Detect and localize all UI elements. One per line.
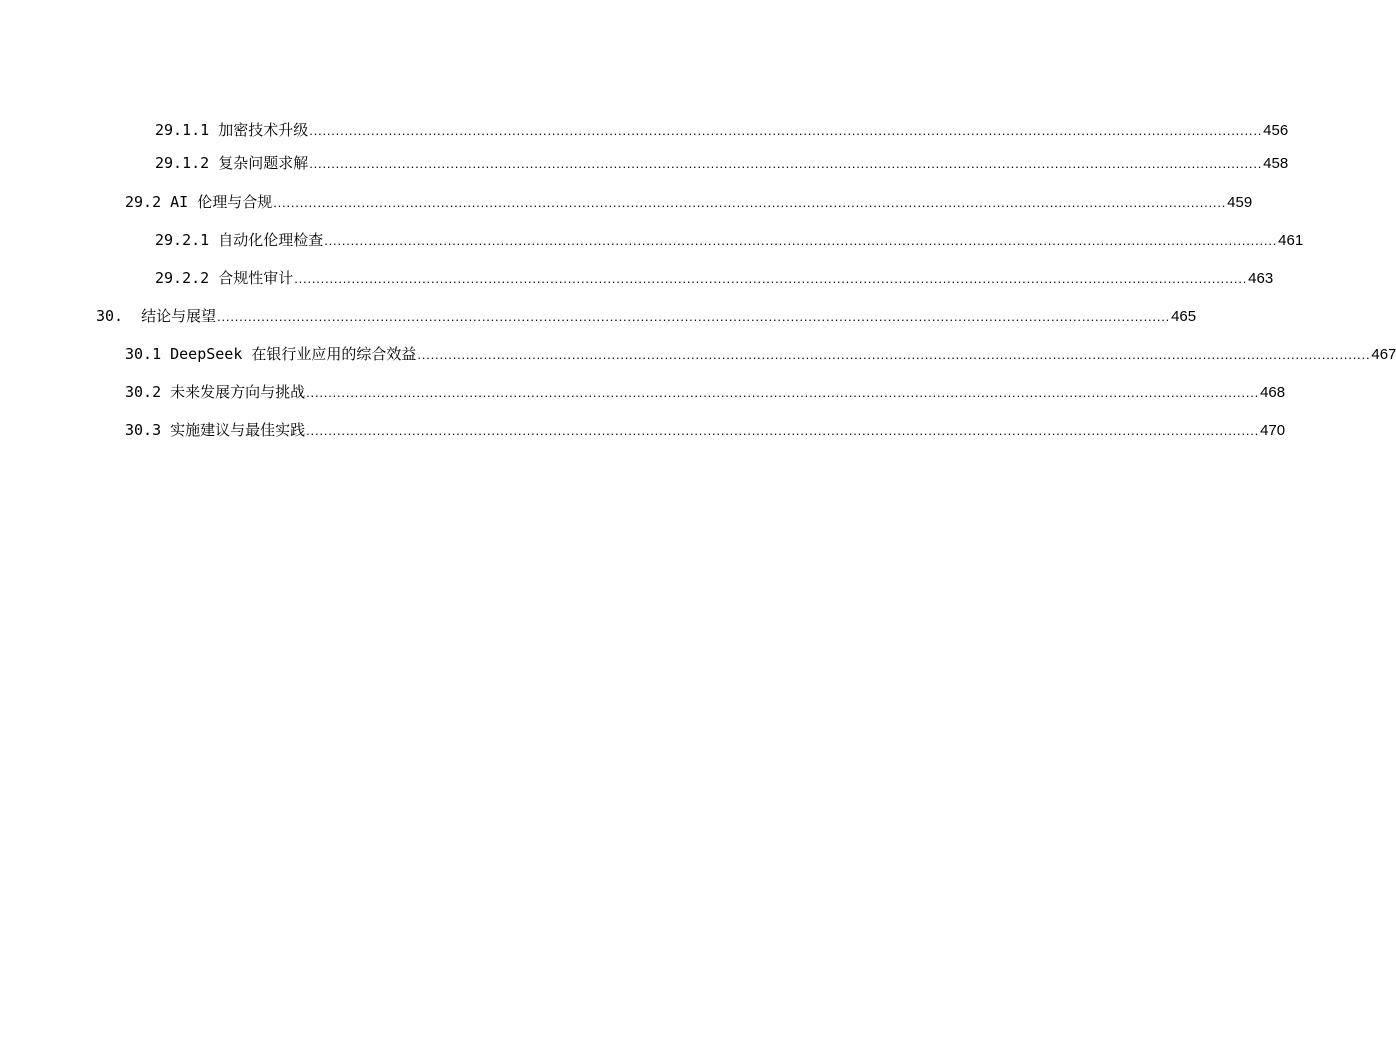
toc-page-number: 456 (1263, 122, 1289, 139)
toc-entry-30-2[interactable] (125, 380, 1286, 404)
toc-dot-leader: ........................................................................................................................................................................................................................ (417, 347, 1371, 362)
toc-entry-number: 30. (96, 307, 124, 325)
toc-entry-29-2-1[interactable] (155, 228, 1304, 252)
toc-entry-29-1-1[interactable] (155, 118, 1289, 142)
toc-dot-leader: ........................................................................................................................................................................................................................ (324, 233, 1278, 248)
toc-dot-leader: ........................................................................................................................................................................................................................ (306, 423, 1260, 438)
toc-page-number: 467 (1371, 346, 1396, 363)
toc-entry-29-2-2[interactable] (155, 266, 1274, 290)
toc-dot-leader: ........................................................................................................................................................................................................................ (309, 123, 1263, 138)
toc-dot-leader: ........................................................................................................................................................................................................................ (306, 385, 1260, 400)
toc-dot-leader: ........................................................................................................................................................................................................................ (217, 309, 1171, 324)
toc-entry-title: 加密技术升级 (218, 121, 309, 139)
toc-entry-title: 自动化伦理检查 (218, 231, 324, 249)
toc-entry-29-1-2[interactable] (155, 151, 1289, 175)
toc-entry-title: 未来发展方向与挑战 (170, 383, 306, 401)
toc-page-number: 459 (1227, 194, 1253, 211)
toc-entry-number: 30.1 (125, 345, 162, 363)
toc-page-number: 465 (1171, 308, 1197, 325)
toc-page-number: 461 (1278, 232, 1304, 249)
toc-page-number: 468 (1260, 384, 1286, 401)
toc-entry-number: 29.2 (125, 193, 162, 211)
toc-page-number: 463 (1248, 270, 1274, 287)
toc-entry-number: 30.2 (125, 383, 162, 401)
toc-page-number: 470 (1260, 422, 1286, 439)
toc-entry-title: 实施建议与最佳实践 (170, 421, 306, 439)
toc-dot-leader: ........................................................................................................................................................................................................................ (294, 271, 1248, 286)
toc-entry-title: 复杂问题求解 (218, 154, 309, 172)
toc-dot-leader: ........................................................................................................................................................................................................................ (273, 195, 1227, 210)
toc-entry-number: 29.2.1 (155, 231, 210, 249)
toc-entry-29-2[interactable] (125, 190, 1253, 214)
toc-dot-leader: ........................................................................................................................................................................................................................ (309, 156, 1263, 171)
toc-entry-30[interactable] (96, 304, 1197, 328)
toc-entry-number: 30.3 (125, 421, 162, 439)
toc-entry-30-1[interactable] (125, 342, 1396, 366)
toc-entry-30-3[interactable] (125, 418, 1286, 442)
toc-entry-number: 29.1.2 (155, 154, 210, 172)
toc-entry-number: 29.2.2 (155, 269, 210, 287)
toc-page-number: 458 (1263, 155, 1289, 172)
toc-entry-title: DeepSeek 在银行业应用的综合效益 (170, 345, 417, 363)
toc-entry-title: 合规性审计 (218, 269, 294, 287)
toc-entry-title: AI 伦理与合规 (170, 193, 273, 211)
toc-entry-title: 结论与展望 (141, 307, 217, 325)
toc-entry-number: 29.1.1 (155, 121, 210, 139)
